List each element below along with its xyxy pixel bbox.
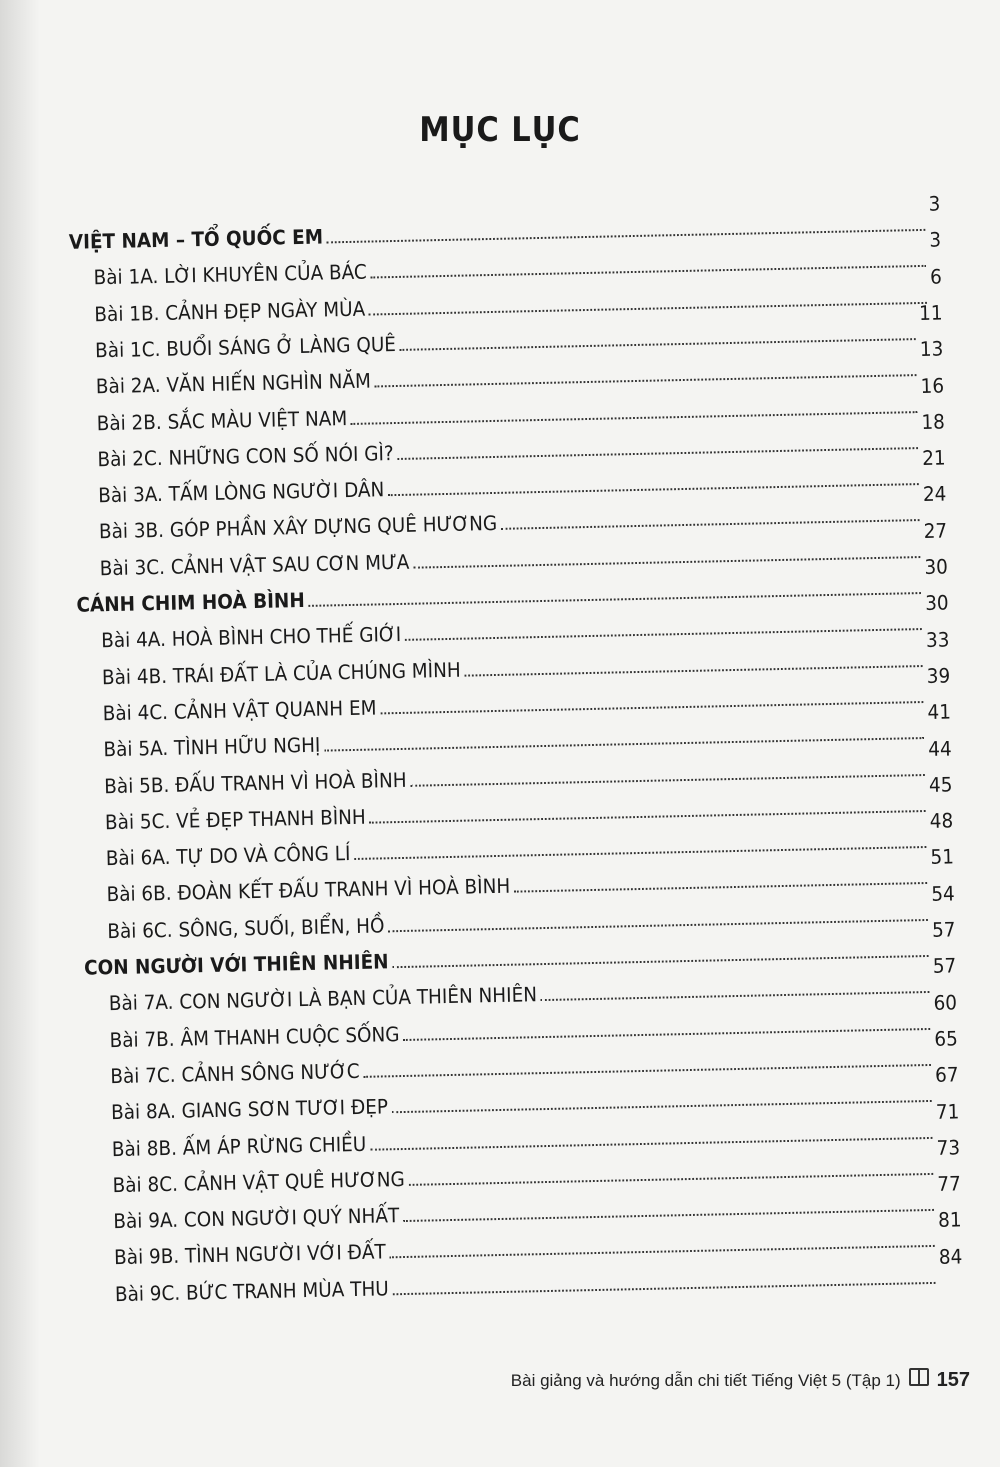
toc-entry-label: Bài 5B. ĐẤU TRANH VÌ HOÀ BÌNH [104, 767, 407, 798]
toc-entry-page: 45 [928, 772, 953, 797]
book-icon [909, 1368, 929, 1386]
toc-entry-page: 57 [931, 917, 956, 942]
page-title: MỤC LỤC [419, 110, 581, 150]
toc-entry-label: Bài 6C. SÔNG, SUỐI, BIỂN, HỒ [107, 913, 385, 943]
toc-entry-page: 41 [927, 699, 952, 725]
toc-entry-page: 60 [933, 989, 958, 1015]
page-footer [511, 1368, 970, 1392]
toc-entry-page: 16 [920, 373, 945, 398]
toc-entry-page: 67 [934, 1062, 959, 1088]
footer-book-title: Bài giảng và hướng dẫn chi tiết Tiếng Việt 5 (Tập 1) [510, 1371, 901, 1390]
toc-entry-label: Bài 6B. ĐOÀN KẾT ĐẤU TRANH VÌ HOÀ BÌNH [106, 874, 511, 907]
toc-entry-page: 44 [928, 735, 952, 761]
toc-entry-page: 81 [937, 1207, 962, 1233]
toc-entry-label: Bài 5A. TÌNH HỮU NGHỊ [103, 732, 321, 762]
toc-entry-label: Bài 7A. CON NGƯỜI LÀ BẠN CỦA THIÊN NHIÊN [108, 982, 538, 1016]
toc-entry-page: 13 [919, 336, 944, 362]
toc-entry-page: 51 [930, 844, 955, 870]
toc-entry-label: Bài 2B. SẮC MÀU VIỆT NAM [96, 405, 348, 435]
toc-entry-label: Bài 1B. CẢNH ĐẸP NGÀY MÙA [94, 296, 366, 326]
toc-entry-page: 27 [923, 518, 948, 543]
toc-entry-label: Bài 8C. CẢNH VẬT QUÊ HƯƠNG [112, 1166, 405, 1197]
toc-entry-label: Bài 3B. GÓP PHẦN XÂY DỰNG QUÊ HƯƠNG [98, 511, 498, 544]
toc-entry-label: CÁNH CHIM HOÀ BÌNH [76, 587, 305, 617]
toc-entry-page: 30 [924, 554, 949, 579]
toc-entry-label: Bài 6A. TỰ DO VÀ CÔNG LÍ [105, 841, 351, 871]
toc-entry-label: Bài 3C. CẢNH VẬT SAU CƠN MƯA [99, 549, 410, 580]
toc-entry-page: 48 [929, 808, 954, 834]
toc-entry-label: VIỆT NAM – TỔ QUỐC EM [68, 224, 324, 254]
toc-entry-page: 71 [935, 1098, 960, 1124]
toc-entry-page: 3 [929, 227, 942, 253]
toc-entry-page: 21 [921, 445, 946, 471]
toc-entry-page: 11 [918, 300, 943, 325]
toc-entry-label: Bài 9B. TÌNH NGƯỜI VỚI ĐẤT [113, 1239, 386, 1270]
toc-entry-label: Bài 2C. NHỮNG CON SỐ NÓI GÌ? [97, 440, 394, 472]
toc-entry-label: Bài 9A. CON NGƯỜI QUÝ NHẤT [113, 1203, 400, 1234]
table-of-contents [0, 180, 1000, 1306]
toc-entry-page: 33 [925, 627, 950, 652]
toc-entry-label: Bài 2A. VĂN HIẾN NGHÌN NĂM [95, 368, 372, 399]
toc-entry-label: Bài 3A. TẤM LÒNG NGƯỜI DÂN [97, 477, 385, 508]
toc-entry-page: 39 [926, 663, 951, 688]
page-edge-shadow [0, 0, 40, 1467]
toc-entry-label: Bài 8B. ẤM ÁP RỪNG CHIỀU [111, 1131, 367, 1161]
toc-entry-label: Bài 1C. BUỔI SÁNG Ở LÀNG QUÊ [94, 331, 397, 363]
toc-entry-page: 84 [938, 1244, 963, 1269]
toc-entry-page: 73 [936, 1135, 961, 1160]
dot-leader [393, 1282, 936, 1295]
toc-entry-page: 65 [934, 1026, 958, 1051]
toc-entry-page: 57 [932, 953, 957, 979]
toc-entry-label: Bài 9C. BỨC TRANH MÙA THU [114, 1276, 389, 1306]
toc-entry-page: 77 [937, 1171, 962, 1196]
toc-entry-label: Bài 4B. TRÁI ĐẤT LÀ CỦA CHÚNG MÌNH [101, 657, 461, 689]
toc-entry-page: 54 [931, 881, 955, 906]
toc-entry-page: 6 [929, 264, 943, 289]
toc-entry-label: Bài 7B. ÂM THANH CUỘC SỐNG [109, 1021, 400, 1052]
toc-entry-label: CON NGƯỜI VỚI THIÊN NHIÊN [83, 949, 389, 980]
toc-entry-label: Bài 8A. GIANG SƠN TƯƠI ĐẸP [110, 1094, 389, 1125]
toc-entry-label: Bài 4C. CẢNH VẬT QUANH EM [102, 695, 377, 726]
toc-entry-label: Bài 5C. VẺ ĐẸP THANH BÌNH [104, 804, 366, 834]
toc-entry-page: 30 [924, 590, 949, 616]
toc-entry-page: 3 [928, 191, 941, 216]
toc-entry-page: 18 [921, 409, 946, 434]
toc-entry-label: Bài 7C. CẢNH SÔNG NƯỚC [110, 1058, 360, 1089]
toc-entry-label: Bài 4A. HOÀ BÌNH CHO THẾ GIỚI [100, 622, 402, 653]
toc-entry-page: 24 [922, 481, 947, 507]
toc-entry-label: Bài 1A. LỜI KHUYÊN CỦA BÁC [93, 259, 368, 290]
page-number: 157 [936, 1369, 970, 1391]
